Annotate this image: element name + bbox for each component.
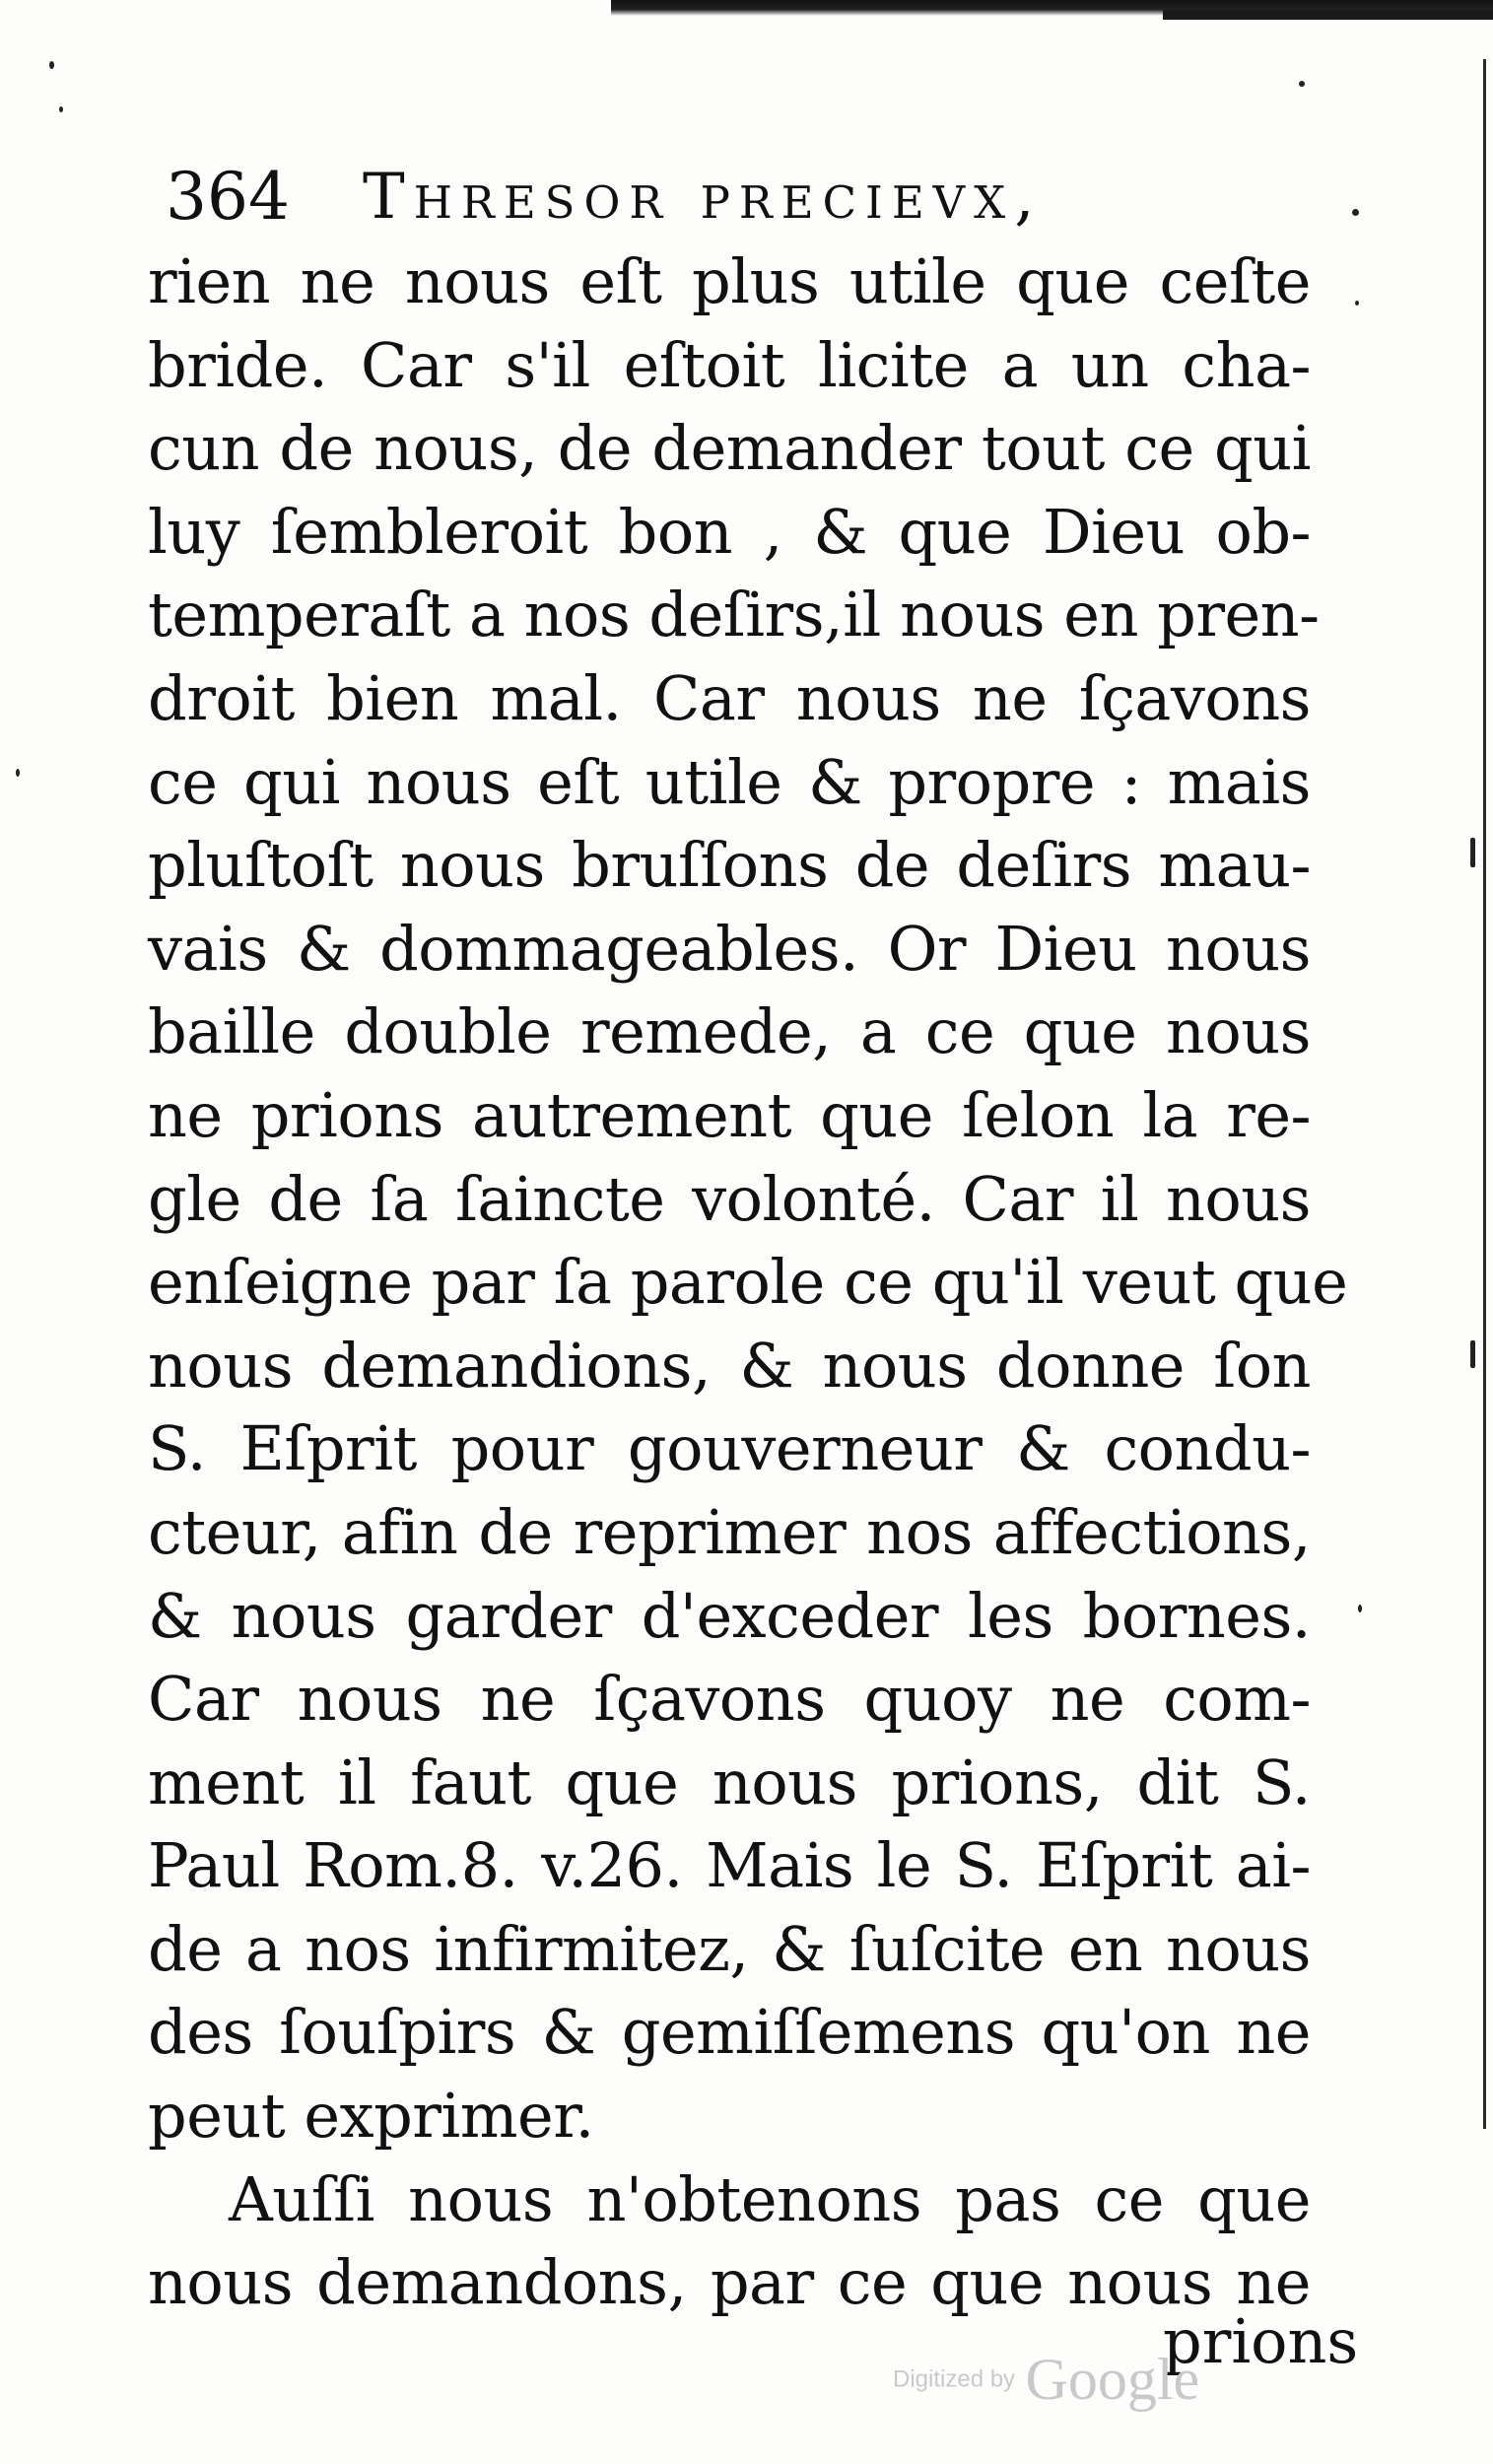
text-line: cun de nous, de demander tout ce qui [148, 412, 1311, 485]
running-header [166, 148, 1319, 246]
text-line: droit bien mal. Car nous ne ſçavons [148, 661, 1311, 734]
page-number: 364 [166, 159, 290, 235]
scan-speck [59, 106, 63, 112]
text-line: ne prions autrement que ſelon la re- [148, 1078, 1311, 1151]
digitized-watermark [893, 2346, 1199, 2414]
text-line: Paul Rom.8. v.26. Mais le S. Eſprit ai- [148, 1829, 1311, 1902]
scan-speck [1470, 1340, 1475, 1368]
text-line: bride. Car s'il eſtoit licite a un cha- [148, 328, 1311, 401]
scan-speck [1355, 301, 1359, 306]
text-line: ce qui nous eſt utile & propre : mais [148, 745, 1311, 818]
text-line: Auſſi nous n'obtenons pas ce que [229, 2162, 1311, 2235]
text-line: pluſtoſt nous bruſſons de deſirs mau- [148, 829, 1311, 902]
text-line: & nous garder d'exceder les bornes. [148, 1579, 1311, 1652]
scan-speck [1352, 209, 1359, 216]
scan-speck [1470, 838, 1475, 867]
text-line: peut exprimer. [148, 2080, 594, 2153]
scan-speck [1358, 1605, 1362, 1612]
text-line: ment il faut que nous prions, dit S. [148, 1745, 1311, 1818]
watermark-brand: Google [1025, 2347, 1200, 2412]
text-line: S. Eſprit pour gouverneur & condu- [148, 1412, 1311, 1485]
text-line: vais & dommageables. Or Dieu nous [148, 912, 1311, 985]
running-title: Thresor precievx, [363, 161, 1044, 234]
text-line: nous demandions, & nous donne ſon [148, 1329, 1311, 1402]
watermark-prefix: Digitized by [893, 2365, 1016, 2393]
text-line: rien ne nous eſt plus utile que ceſte [148, 245, 1311, 317]
text-line: temperaſt a nos deſirs,il nous en pren- [148, 579, 1320, 651]
text-line: Car nous ne ſçavons quoy ne com- [148, 1663, 1311, 1736]
page-edge-line [1483, 59, 1486, 2129]
text-line: enſeigne par ſa parole ce qu'il veut que [148, 1246, 1348, 1319]
text-line: nous demandons, par ce que nous ne [148, 2246, 1311, 2319]
text-line: luy ſembleroit bon , & que Dieu ob- [148, 495, 1311, 568]
scan-edge-shadow [1163, 10, 1493, 20]
body-text [148, 240, 1348, 2325]
text-line: gle de ſa ſaincte volonté. Car il nous [148, 1162, 1311, 1235]
text-line: baille double remede, a ce que nous [148, 995, 1311, 1068]
scan-speck [16, 769, 20, 777]
scan-speck [1299, 81, 1305, 87]
text-line: cteur, afin de reprimer nos affections, [148, 1495, 1311, 1568]
scan-speck [49, 61, 54, 69]
text-line: de a nos infirmitez, & ſuſcite en nous [148, 1912, 1311, 1985]
catchword: prions [1163, 2305, 1359, 2377]
text-line: des ſouſpirs & gemiſſemens qu'on ne [148, 1996, 1311, 2069]
